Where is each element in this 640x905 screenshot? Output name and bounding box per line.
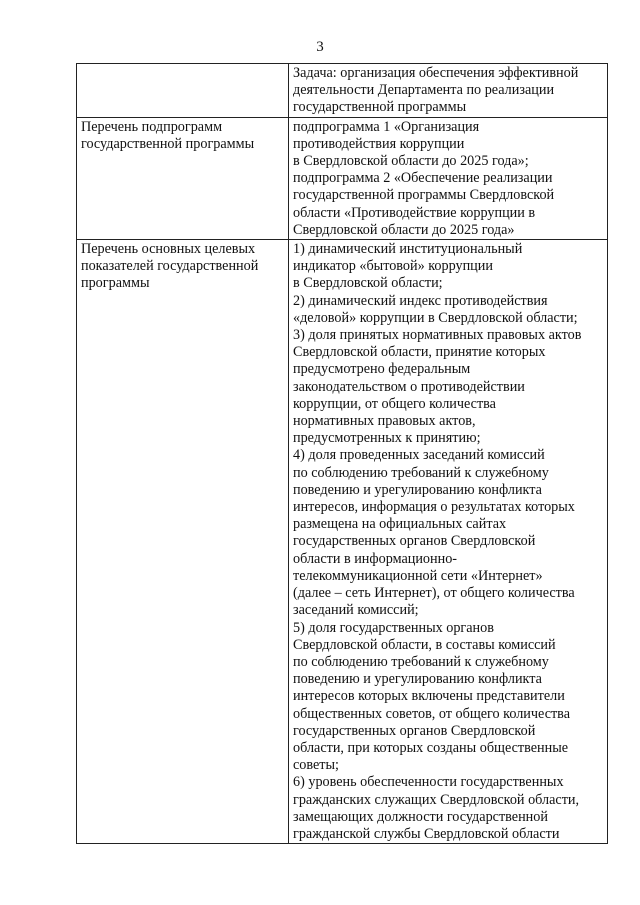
- row-label: Перечень подпрограмм государственной программы: [81, 118, 255, 152]
- table-row: [77, 240, 608, 844]
- row-content-cell: [289, 117, 608, 239]
- program-passport-table: [76, 63, 608, 844]
- row-label: Перечень основных целевых показателей государственной программы: [81, 241, 259, 292]
- row-label-cell: [77, 117, 289, 239]
- row-content: Задача: организация обеспечения эффективной деятельности Департамента по реализации государственной программы: [293, 65, 579, 116]
- row-label-cell: [77, 240, 289, 844]
- table-row: [77, 64, 608, 118]
- row-content: подпрограмма 1 «Организация противодействия коррупции в Свердловской области до 2025 года»; подпрограмма 2 «Обеспечение реализации государственной программы Свердловской области «Противодействие коррупции в Свердловской области до 2025 года»: [293, 118, 555, 238]
- table-row: [77, 117, 608, 239]
- row-content-cell: [289, 240, 608, 844]
- row-content-cell: [289, 64, 608, 118]
- page-number: 3: [316, 39, 324, 55]
- row-content: 1) динамический институциональный индикатор «бытовой» коррупции в Свердловской области; 2) динамический индекс противодействия «деловой» коррупции в Свердловской области; 3) доля принятых нормативных правовых актов Свердловской области, принятие которых предусмотрено федеральным законодательством о противодействии коррупции, от общего количества нормативных правовых актов, предусмотренных к принятию; 4) доля проведенных заседаний комиссий по соблюдению требований к служебному поведению и урегулированию конфликта интересов, информация о результатах которых размещена на официальных сайтах государственных органов Свердловской области в информационно- телекоммуникационной сети «Интернет» (далее – сеть Интернет), от общего количества заседаний комиссий; 5) доля государственных органов Свердловской области, в составы комиссий по соблюдению требований к служебному поведению и урегулированию конфликта интересов которых включены представители общественных советов, от общего количества государственных органов Свердловской области, при которых созданы общественные советы; 6) уровень обеспеченности государственных гражданских служащих Свердловской области, замещающих должности государственной гражданской службы Свердловской области: [293, 241, 582, 842]
- row-label-cell: [77, 64, 289, 118]
